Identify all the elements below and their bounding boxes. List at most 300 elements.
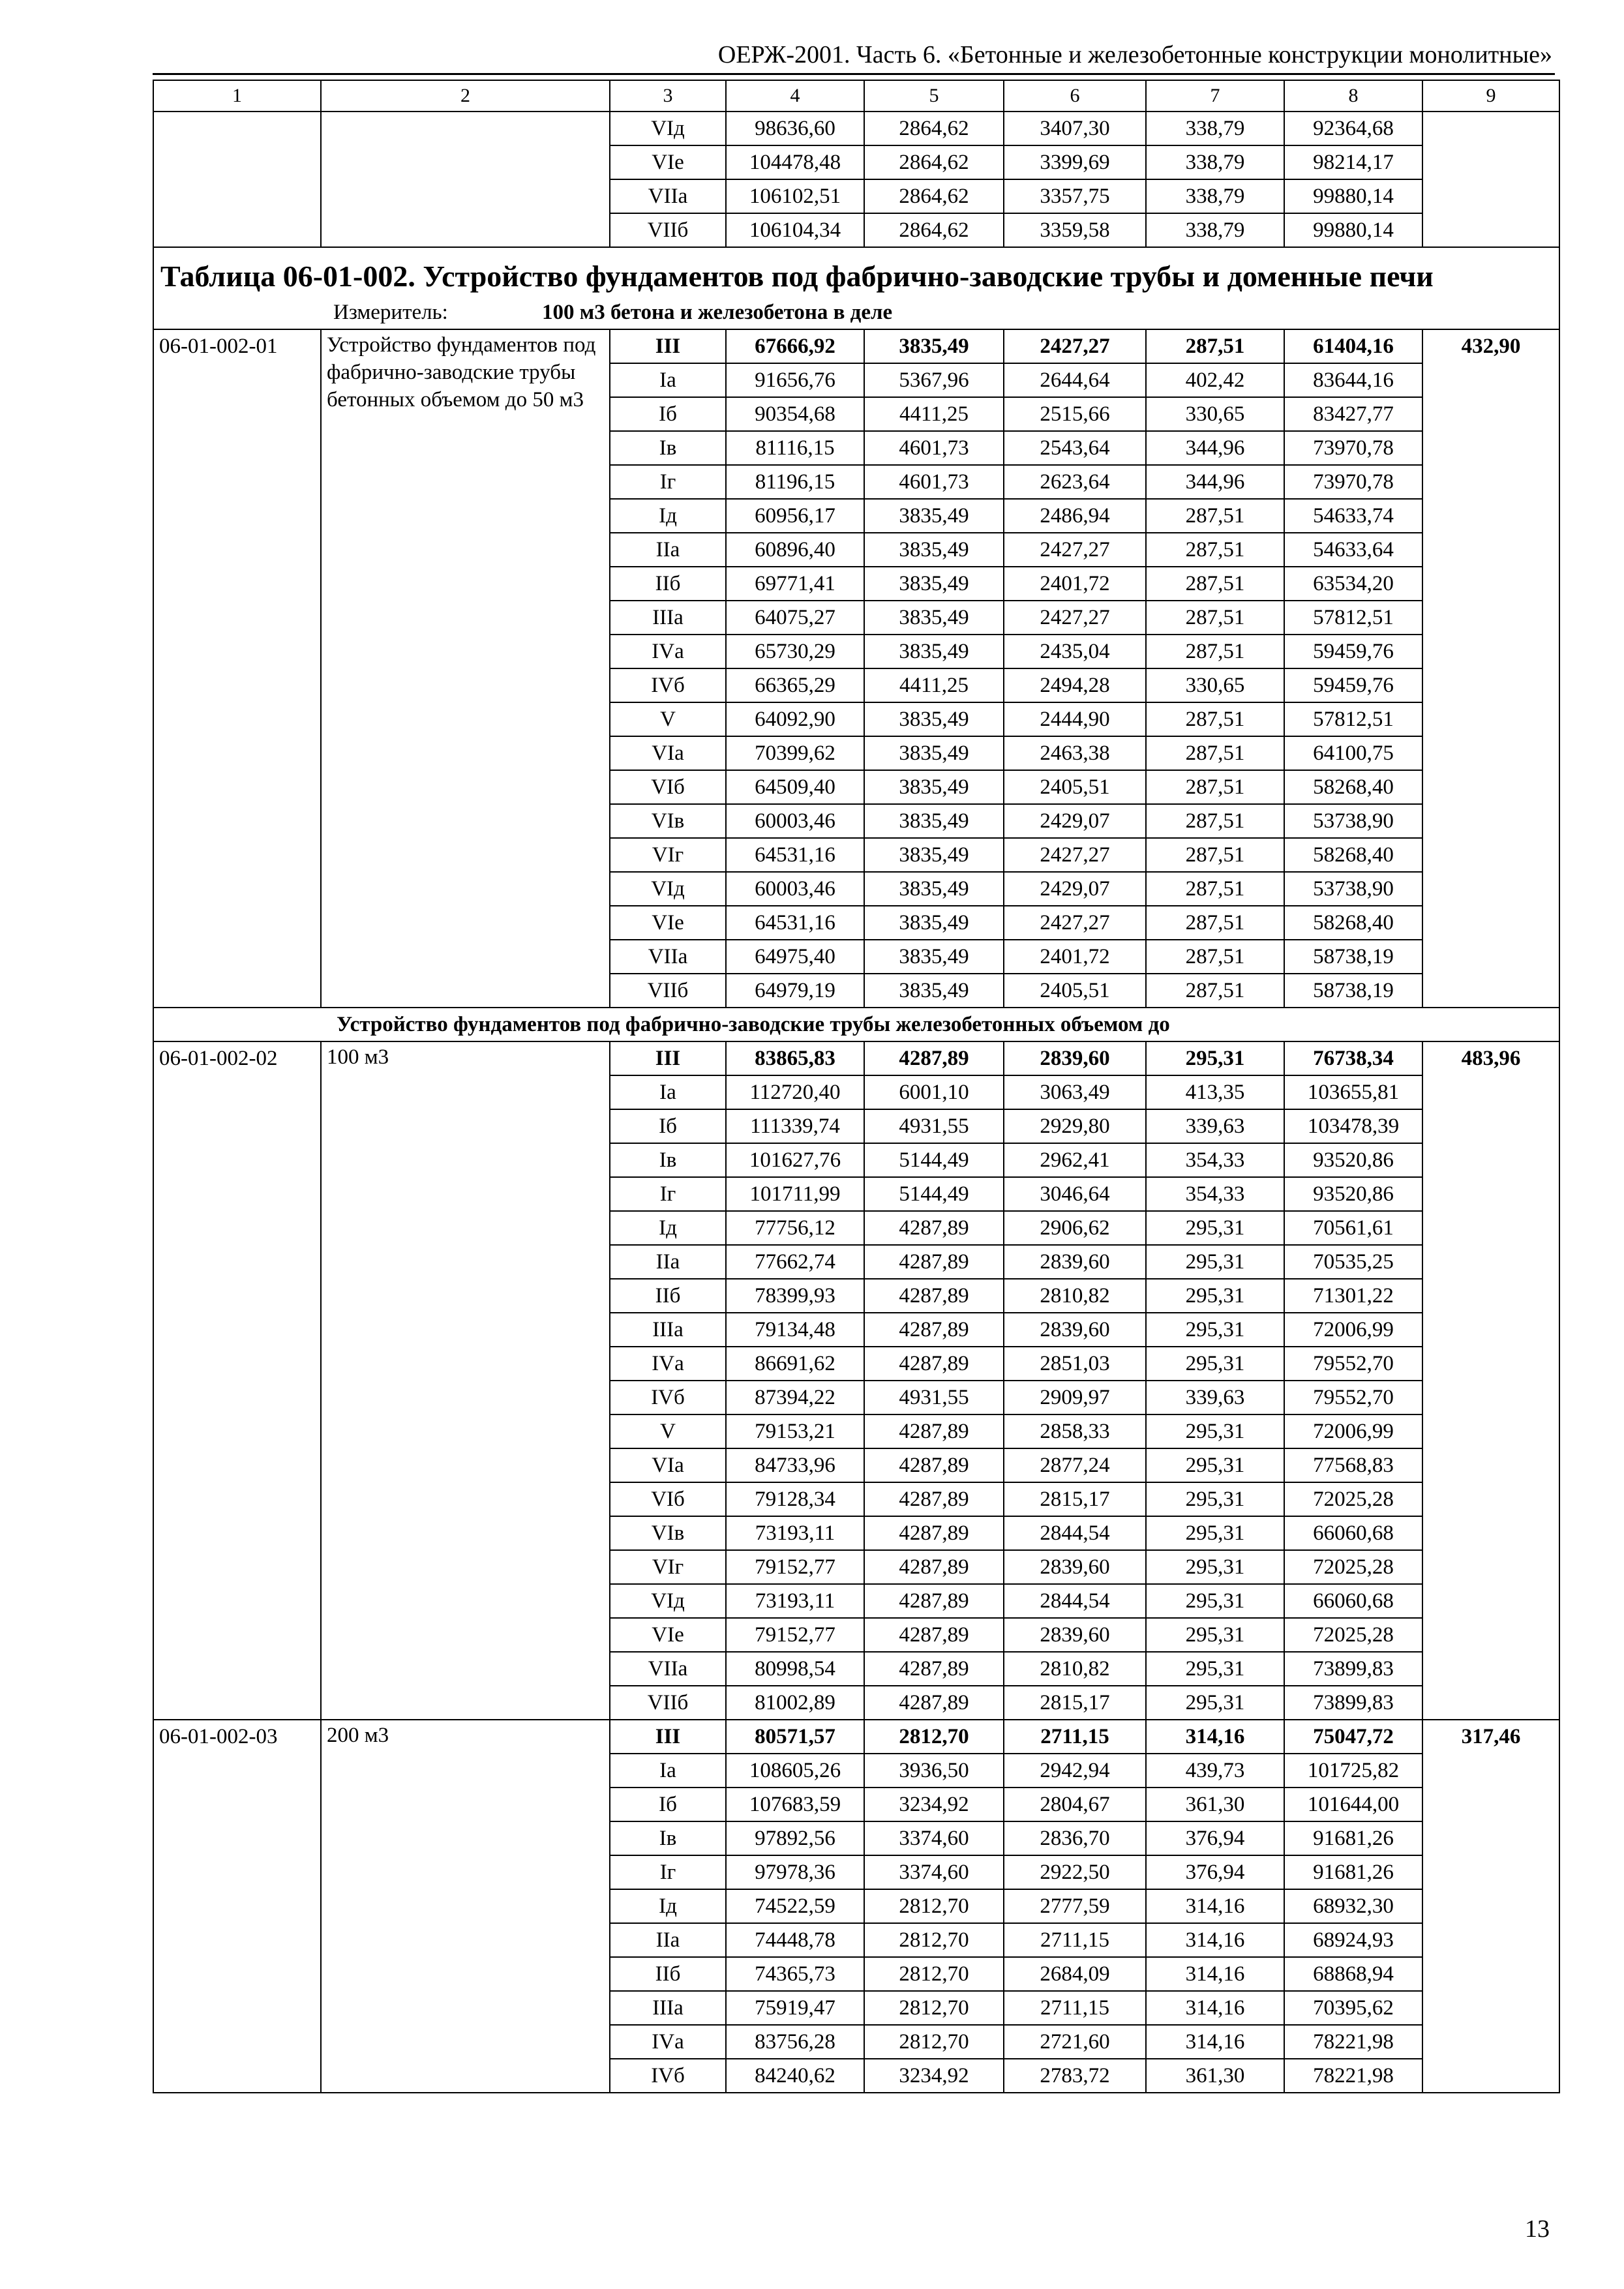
value-cell: 58738,19 bbox=[1284, 974, 1422, 1008]
value-cell: 73193,11 bbox=[726, 1516, 864, 1550]
value-cell: 339,63 bbox=[1146, 1381, 1284, 1414]
value-cell: 2836,70 bbox=[1004, 1821, 1146, 1855]
item-description: Устройство фундаментов под фабрично-заводские трубы бетонных объемом до 50 м3 bbox=[321, 329, 610, 1008]
value-cell: 59459,76 bbox=[1284, 635, 1422, 668]
value-cell: 2427,27 bbox=[1004, 533, 1146, 567]
zone-cell: V bbox=[610, 702, 726, 736]
value-cell: 2815,17 bbox=[1004, 1482, 1146, 1516]
table-title: Таблица 06-01-002. Устройство фундаментов под фабрично-заводские трубы и доменные печи bbox=[153, 247, 1559, 296]
item-total: 483,96 bbox=[1422, 1041, 1559, 1720]
zone-cell: VIа bbox=[610, 736, 726, 770]
value-cell: 54633,74 bbox=[1284, 499, 1422, 533]
value-cell: 3407,30 bbox=[1004, 112, 1146, 145]
value-cell: 3835,49 bbox=[864, 601, 1004, 635]
value-cell: 354,33 bbox=[1146, 1177, 1284, 1211]
value-cell: 295,31 bbox=[1146, 1414, 1284, 1448]
table-row bbox=[153, 329, 1559, 363]
value-cell: 3374,60 bbox=[864, 1821, 1004, 1855]
value-cell: 295,31 bbox=[1146, 1245, 1284, 1279]
zone-cell: VIд bbox=[610, 872, 726, 906]
value-cell: 4287,89 bbox=[864, 1618, 1004, 1652]
value-cell: 58268,40 bbox=[1284, 906, 1422, 940]
value-cell: 73970,78 bbox=[1284, 465, 1422, 499]
value-cell: 314,16 bbox=[1146, 1957, 1284, 1991]
value-cell: 3835,49 bbox=[864, 770, 1004, 804]
value-cell: 90354,68 bbox=[726, 397, 864, 431]
meter bbox=[153, 296, 1559, 329]
value-cell: 111339,74 bbox=[726, 1109, 864, 1143]
value-cell: 295,31 bbox=[1146, 1516, 1284, 1550]
value-cell: 2839,60 bbox=[1004, 1041, 1146, 1075]
column-number: 3 bbox=[610, 80, 726, 112]
value-cell: 3234,92 bbox=[864, 2059, 1004, 2093]
value-cell: 4287,89 bbox=[864, 1279, 1004, 1313]
value-cell: 4287,89 bbox=[864, 1347, 1004, 1381]
value-cell: 3835,49 bbox=[864, 567, 1004, 601]
value-cell: 3359,58 bbox=[1004, 213, 1146, 247]
value-cell: 91681,26 bbox=[1284, 1821, 1422, 1855]
value-cell: 330,65 bbox=[1146, 397, 1284, 431]
value-cell: 4287,89 bbox=[864, 1041, 1004, 1075]
value-cell: 64975,40 bbox=[726, 940, 864, 974]
value-cell: 91681,26 bbox=[1284, 1855, 1422, 1889]
value-cell: 3835,49 bbox=[864, 974, 1004, 1008]
value-cell: 80998,54 bbox=[726, 1652, 864, 1686]
zone-cell: Iд bbox=[610, 1211, 726, 1245]
value-cell: 2401,72 bbox=[1004, 567, 1146, 601]
value-cell: 72006,99 bbox=[1284, 1414, 1422, 1448]
zone-cell: III bbox=[610, 1720, 726, 1754]
value-cell: 84733,96 bbox=[726, 1448, 864, 1482]
zone-cell: III bbox=[610, 1041, 726, 1075]
value-cell: 101644,00 bbox=[1284, 1788, 1422, 1821]
value-cell: 72025,28 bbox=[1284, 1618, 1422, 1652]
desc-cell-empty bbox=[321, 112, 610, 247]
value-cell: 83427,77 bbox=[1284, 397, 1422, 431]
value-cell: 2494,28 bbox=[1004, 668, 1146, 702]
value-cell: 295,31 bbox=[1146, 1347, 1284, 1381]
value-cell: 107683,59 bbox=[726, 1788, 864, 1821]
value-cell: 3835,49 bbox=[864, 906, 1004, 940]
value-cell: 3835,49 bbox=[864, 940, 1004, 974]
meter-value: 100 м3 бетона и железобетона в деле bbox=[542, 301, 893, 324]
value-cell: 79152,77 bbox=[726, 1618, 864, 1652]
zone-cell: Iа bbox=[610, 363, 726, 397]
value-cell: 2864,62 bbox=[864, 145, 1004, 179]
value-cell: 2711,15 bbox=[1004, 1720, 1146, 1754]
value-cell: 64509,40 bbox=[726, 770, 864, 804]
value-cell: 4287,89 bbox=[864, 1211, 1004, 1245]
column-numbers-row bbox=[153, 80, 1559, 112]
zone-cell: Iд bbox=[610, 1889, 726, 1923]
value-cell: 98214,17 bbox=[1284, 145, 1422, 179]
value-cell: 80571,57 bbox=[726, 1720, 864, 1754]
value-cell: 2851,03 bbox=[1004, 1347, 1146, 1381]
value-cell: 72025,28 bbox=[1284, 1550, 1422, 1584]
zone-cell: Iа bbox=[610, 1075, 726, 1109]
value-cell: 79152,77 bbox=[726, 1550, 864, 1584]
value-cell: 287,51 bbox=[1146, 601, 1284, 635]
zone-cell: VIIб bbox=[610, 1686, 726, 1720]
subheading: Устройство фундаментов под фабрично-заводские трубы железобетонных объемом до bbox=[153, 1008, 1559, 1041]
value-cell: 2812,70 bbox=[864, 2025, 1004, 2059]
zone-cell: VIе bbox=[610, 1618, 726, 1652]
column-number: 9 bbox=[1422, 80, 1559, 112]
value-cell: 79552,70 bbox=[1284, 1347, 1422, 1381]
zone-cell: IIб bbox=[610, 567, 726, 601]
value-cell: 2711,15 bbox=[1004, 1991, 1146, 2025]
value-cell: 4411,25 bbox=[864, 668, 1004, 702]
value-cell: 91656,76 bbox=[726, 363, 864, 397]
value-cell: 4287,89 bbox=[864, 1550, 1004, 1584]
value-cell: 60003,46 bbox=[726, 804, 864, 838]
value-cell: 64075,27 bbox=[726, 601, 864, 635]
value-cell: 75919,47 bbox=[726, 1991, 864, 2025]
value-cell: 3835,49 bbox=[864, 499, 1004, 533]
value-cell: 106102,51 bbox=[726, 179, 864, 213]
value-cell: 4287,89 bbox=[864, 1516, 1004, 1550]
zone-cell: Iв bbox=[610, 1143, 726, 1177]
value-cell: 99880,14 bbox=[1284, 213, 1422, 247]
value-cell: 2844,54 bbox=[1004, 1584, 1146, 1618]
value-cell: 103478,39 bbox=[1284, 1109, 1422, 1143]
value-cell: 54633,64 bbox=[1284, 533, 1422, 567]
zone-cell: Iа bbox=[610, 1754, 726, 1788]
value-cell: 81116,15 bbox=[726, 431, 864, 465]
value-cell: 83756,28 bbox=[726, 2025, 864, 2059]
value-cell: 330,65 bbox=[1146, 668, 1284, 702]
value-cell: 2435,04 bbox=[1004, 635, 1146, 668]
value-cell: 287,51 bbox=[1146, 974, 1284, 1008]
zone-cell: IIа bbox=[610, 533, 726, 567]
value-cell: 101725,82 bbox=[1284, 1754, 1422, 1788]
value-cell: 81196,15 bbox=[726, 465, 864, 499]
value-cell: 60956,17 bbox=[726, 499, 864, 533]
value-cell: 73193,11 bbox=[726, 1584, 864, 1618]
value-cell: 97978,36 bbox=[726, 1855, 864, 1889]
value-cell: 108605,26 bbox=[726, 1754, 864, 1788]
value-cell: 2812,70 bbox=[864, 1889, 1004, 1923]
value-cell: 338,79 bbox=[1146, 112, 1284, 145]
value-cell: 66060,68 bbox=[1284, 1516, 1422, 1550]
zone-cell: IVб bbox=[610, 668, 726, 702]
value-cell: 79552,70 bbox=[1284, 1381, 1422, 1414]
zone-cell: VIIа bbox=[610, 1652, 726, 1686]
column-number: 7 bbox=[1146, 80, 1284, 112]
value-cell: 295,31 bbox=[1146, 1618, 1284, 1652]
value-cell: 6001,10 bbox=[864, 1075, 1004, 1109]
value-cell: 58268,40 bbox=[1284, 838, 1422, 872]
value-cell: 295,31 bbox=[1146, 1313, 1284, 1347]
value-cell: 67666,92 bbox=[726, 329, 864, 363]
zone-cell: IVб bbox=[610, 2059, 726, 2093]
value-cell: 2906,62 bbox=[1004, 1211, 1146, 1245]
value-cell: 2515,66 bbox=[1004, 397, 1146, 431]
value-cell: 103655,81 bbox=[1284, 1075, 1422, 1109]
value-cell: 4931,55 bbox=[864, 1381, 1004, 1414]
zone-cell: Iб bbox=[610, 1788, 726, 1821]
value-cell: 64092,90 bbox=[726, 702, 864, 736]
item-total: 317,46 bbox=[1422, 1720, 1559, 2093]
value-cell: 97892,56 bbox=[726, 1821, 864, 1855]
value-cell: 3835,49 bbox=[864, 533, 1004, 567]
value-cell: 287,51 bbox=[1146, 329, 1284, 363]
value-cell: 287,51 bbox=[1146, 499, 1284, 533]
zone-cell: Iв bbox=[610, 1821, 726, 1855]
value-cell: 2877,24 bbox=[1004, 1448, 1146, 1482]
value-cell: 83865,83 bbox=[726, 1041, 864, 1075]
value-cell: 2929,80 bbox=[1004, 1109, 1146, 1143]
value-cell: 2804,67 bbox=[1004, 1788, 1146, 1821]
value-cell: 295,31 bbox=[1146, 1550, 1284, 1584]
value-cell: 3936,50 bbox=[864, 1754, 1004, 1788]
value-cell: 78221,98 bbox=[1284, 2059, 1422, 2093]
value-cell: 2962,41 bbox=[1004, 1143, 1146, 1177]
column-number: 5 bbox=[864, 80, 1004, 112]
zone-cell: IIIа bbox=[610, 1991, 726, 2025]
value-cell: 2812,70 bbox=[864, 1923, 1004, 1957]
value-cell: 83644,16 bbox=[1284, 363, 1422, 397]
value-cell: 295,31 bbox=[1146, 1482, 1284, 1516]
value-cell: 314,16 bbox=[1146, 1720, 1284, 1754]
value-cell: 3374,60 bbox=[864, 1855, 1004, 1889]
value-cell: 74365,73 bbox=[726, 1957, 864, 1991]
value-cell: 98636,60 bbox=[726, 112, 864, 145]
value-cell: 376,94 bbox=[1146, 1821, 1284, 1855]
item-description: 100 м3 bbox=[321, 1041, 610, 1720]
value-cell: 295,31 bbox=[1146, 1211, 1284, 1245]
value-cell: 2405,51 bbox=[1004, 770, 1146, 804]
table-row bbox=[153, 1720, 1559, 1754]
value-cell: 338,79 bbox=[1146, 179, 1284, 213]
value-cell: 65730,29 bbox=[726, 635, 864, 668]
value-cell: 5367,96 bbox=[864, 363, 1004, 397]
value-cell: 2405,51 bbox=[1004, 974, 1146, 1008]
value-cell: 361,30 bbox=[1146, 2059, 1284, 2093]
value-cell: 4287,89 bbox=[864, 1448, 1004, 1482]
value-cell: 3835,49 bbox=[864, 736, 1004, 770]
header-rule bbox=[153, 73, 1555, 75]
value-cell: 287,51 bbox=[1146, 770, 1284, 804]
value-cell: 106104,34 bbox=[726, 213, 864, 247]
value-cell: 92364,68 bbox=[1284, 112, 1422, 145]
value-cell: 338,79 bbox=[1146, 213, 1284, 247]
value-cell: 4287,89 bbox=[864, 1245, 1004, 1279]
value-cell: 2429,07 bbox=[1004, 804, 1146, 838]
value-cell: 74448,78 bbox=[726, 1923, 864, 1957]
value-cell: 79134,48 bbox=[726, 1313, 864, 1347]
value-cell: 2429,07 bbox=[1004, 872, 1146, 906]
value-cell: 295,31 bbox=[1146, 1448, 1284, 1482]
value-cell: 2864,62 bbox=[864, 179, 1004, 213]
value-cell: 77568,83 bbox=[1284, 1448, 1422, 1482]
value-cell: 64531,16 bbox=[726, 906, 864, 940]
value-cell: 314,16 bbox=[1146, 2025, 1284, 2059]
value-cell: 2783,72 bbox=[1004, 2059, 1146, 2093]
value-cell: 77662,74 bbox=[726, 1245, 864, 1279]
zone-cell: Iг bbox=[610, 465, 726, 499]
item-total: 432,90 bbox=[1422, 329, 1559, 1008]
value-cell: 58268,40 bbox=[1284, 770, 1422, 804]
value-cell: 2839,60 bbox=[1004, 1550, 1146, 1584]
value-cell: 2463,38 bbox=[1004, 736, 1146, 770]
value-cell: 439,73 bbox=[1146, 1754, 1284, 1788]
value-cell: 295,31 bbox=[1146, 1686, 1284, 1720]
zone-cell: VIд bbox=[610, 1584, 726, 1618]
value-cell: 2711,15 bbox=[1004, 1923, 1146, 1957]
value-cell: 3835,49 bbox=[864, 872, 1004, 906]
zone-cell: IVа bbox=[610, 1347, 726, 1381]
zone-cell: VIIа bbox=[610, 940, 726, 974]
value-cell: 287,51 bbox=[1146, 838, 1284, 872]
meter-row bbox=[153, 296, 1559, 329]
value-cell: 73899,83 bbox=[1284, 1686, 1422, 1720]
value-cell: 2684,09 bbox=[1004, 1957, 1146, 1991]
value-cell: 2922,50 bbox=[1004, 1855, 1146, 1889]
value-cell: 287,51 bbox=[1146, 940, 1284, 974]
value-cell: 314,16 bbox=[1146, 1991, 1284, 2025]
value-cell: 87394,22 bbox=[726, 1381, 864, 1414]
value-cell: 64531,16 bbox=[726, 838, 864, 872]
value-cell: 64979,19 bbox=[726, 974, 864, 1008]
value-cell: 2543,64 bbox=[1004, 431, 1146, 465]
value-cell: 2812,70 bbox=[864, 1991, 1004, 2025]
value-cell: 2721,60 bbox=[1004, 2025, 1146, 2059]
value-cell: 76738,34 bbox=[1284, 1041, 1422, 1075]
value-cell: 4931,55 bbox=[864, 1109, 1004, 1143]
value-cell: 2427,27 bbox=[1004, 329, 1146, 363]
value-cell: 93520,86 bbox=[1284, 1143, 1422, 1177]
table-row bbox=[153, 112, 1559, 145]
rates-table-body bbox=[153, 80, 1559, 2093]
value-cell: 3835,49 bbox=[864, 329, 1004, 363]
value-cell: 70395,62 bbox=[1284, 1991, 1422, 2025]
column-number: 1 bbox=[153, 80, 321, 112]
value-cell: 53738,90 bbox=[1284, 804, 1422, 838]
value-cell: 2864,62 bbox=[864, 112, 1004, 145]
value-cell: 86691,62 bbox=[726, 1347, 864, 1381]
value-cell: 4601,73 bbox=[864, 431, 1004, 465]
value-cell: 78399,93 bbox=[726, 1279, 864, 1313]
value-cell: 64100,75 bbox=[1284, 736, 1422, 770]
zone-cell: VIа bbox=[610, 1448, 726, 1482]
zone-cell: VIв bbox=[610, 1516, 726, 1550]
zone-cell: Iв bbox=[610, 431, 726, 465]
zone-cell: VIг bbox=[610, 838, 726, 872]
value-cell: 60003,46 bbox=[726, 872, 864, 906]
value-cell: 2839,60 bbox=[1004, 1245, 1146, 1279]
value-cell: 72025,28 bbox=[1284, 1482, 1422, 1516]
value-cell: 4287,89 bbox=[864, 1482, 1004, 1516]
value-cell: 72006,99 bbox=[1284, 1313, 1422, 1347]
value-cell: 66365,29 bbox=[726, 668, 864, 702]
zone-cell: VIб bbox=[610, 1482, 726, 1516]
value-cell: 2839,60 bbox=[1004, 1618, 1146, 1652]
zone-cell: Iд bbox=[610, 499, 726, 533]
value-cell: 93520,86 bbox=[1284, 1177, 1422, 1211]
value-cell: 287,51 bbox=[1146, 872, 1284, 906]
zone-cell: Iб bbox=[610, 1109, 726, 1143]
item-code: 06-01-002-03 bbox=[153, 1720, 321, 2093]
value-cell: 79153,21 bbox=[726, 1414, 864, 1448]
value-cell: 4287,89 bbox=[864, 1414, 1004, 1448]
value-cell: 287,51 bbox=[1146, 635, 1284, 668]
value-cell: 78221,98 bbox=[1284, 2025, 1422, 2059]
value-cell: 2427,27 bbox=[1004, 601, 1146, 635]
table-title-row bbox=[153, 247, 1559, 296]
value-cell: 75047,72 bbox=[1284, 1720, 1422, 1754]
zone-cell: Iб bbox=[610, 397, 726, 431]
value-cell: 4287,89 bbox=[864, 1686, 1004, 1720]
column-number: 2 bbox=[321, 80, 610, 112]
value-cell: 3046,64 bbox=[1004, 1177, 1146, 1211]
value-cell: 3835,49 bbox=[864, 838, 1004, 872]
value-cell: 4287,89 bbox=[864, 1652, 1004, 1686]
meter-label: Измеритель: bbox=[333, 301, 448, 324]
item-code: 06-01-002-02 bbox=[153, 1041, 321, 1720]
zone-cell: VIе bbox=[610, 145, 726, 179]
value-cell: 3234,92 bbox=[864, 1788, 1004, 1821]
value-cell: 402,42 bbox=[1146, 363, 1284, 397]
value-cell: 68868,94 bbox=[1284, 1957, 1422, 1991]
column-number: 6 bbox=[1004, 80, 1146, 112]
value-cell: 314,16 bbox=[1146, 1889, 1284, 1923]
code-cell-empty bbox=[153, 112, 321, 247]
value-cell: 4287,89 bbox=[864, 1584, 1004, 1618]
value-cell: 2909,97 bbox=[1004, 1381, 1146, 1414]
value-cell: 287,51 bbox=[1146, 736, 1284, 770]
zone-cell: VIв bbox=[610, 804, 726, 838]
value-cell: 287,51 bbox=[1146, 533, 1284, 567]
value-cell: 287,51 bbox=[1146, 804, 1284, 838]
zone-cell: IIа bbox=[610, 1245, 726, 1279]
value-cell: 81002,89 bbox=[726, 1686, 864, 1720]
value-cell: 2858,33 bbox=[1004, 1414, 1146, 1448]
value-cell: 3835,49 bbox=[864, 702, 1004, 736]
zone-cell: IIIа bbox=[610, 601, 726, 635]
value-cell: 70399,62 bbox=[726, 736, 864, 770]
value-cell: 66060,68 bbox=[1284, 1584, 1422, 1618]
value-cell: 3399,69 bbox=[1004, 145, 1146, 179]
zone-cell: III bbox=[610, 329, 726, 363]
zone-cell: VIг bbox=[610, 1550, 726, 1584]
value-cell: 60896,40 bbox=[726, 533, 864, 567]
value-cell: 3835,49 bbox=[864, 635, 1004, 668]
value-cell: 58738,19 bbox=[1284, 940, 1422, 974]
value-cell: 73899,83 bbox=[1284, 1652, 1422, 1686]
value-cell: 99880,14 bbox=[1284, 179, 1422, 213]
value-cell: 287,51 bbox=[1146, 567, 1284, 601]
value-cell: 295,31 bbox=[1146, 1652, 1284, 1686]
value-cell: 2864,62 bbox=[864, 213, 1004, 247]
value-cell: 3357,75 bbox=[1004, 179, 1146, 213]
value-cell: 4601,73 bbox=[864, 465, 1004, 499]
zone-cell: VIIа bbox=[610, 179, 726, 213]
value-cell: 287,51 bbox=[1146, 906, 1284, 940]
value-cell: 361,30 bbox=[1146, 1788, 1284, 1821]
value-cell: 70561,61 bbox=[1284, 1211, 1422, 1245]
value-cell: 338,79 bbox=[1146, 145, 1284, 179]
value-cell: 69771,41 bbox=[726, 567, 864, 601]
value-cell: 101711,99 bbox=[726, 1177, 864, 1211]
value-cell: 63534,20 bbox=[1284, 567, 1422, 601]
value-cell: 314,16 bbox=[1146, 1923, 1284, 1957]
value-cell: 2844,54 bbox=[1004, 1516, 1146, 1550]
subheading-row bbox=[153, 1008, 1559, 1041]
value-cell: 5144,49 bbox=[864, 1143, 1004, 1177]
value-cell: 376,94 bbox=[1146, 1855, 1284, 1889]
value-cell: 354,33 bbox=[1146, 1143, 1284, 1177]
